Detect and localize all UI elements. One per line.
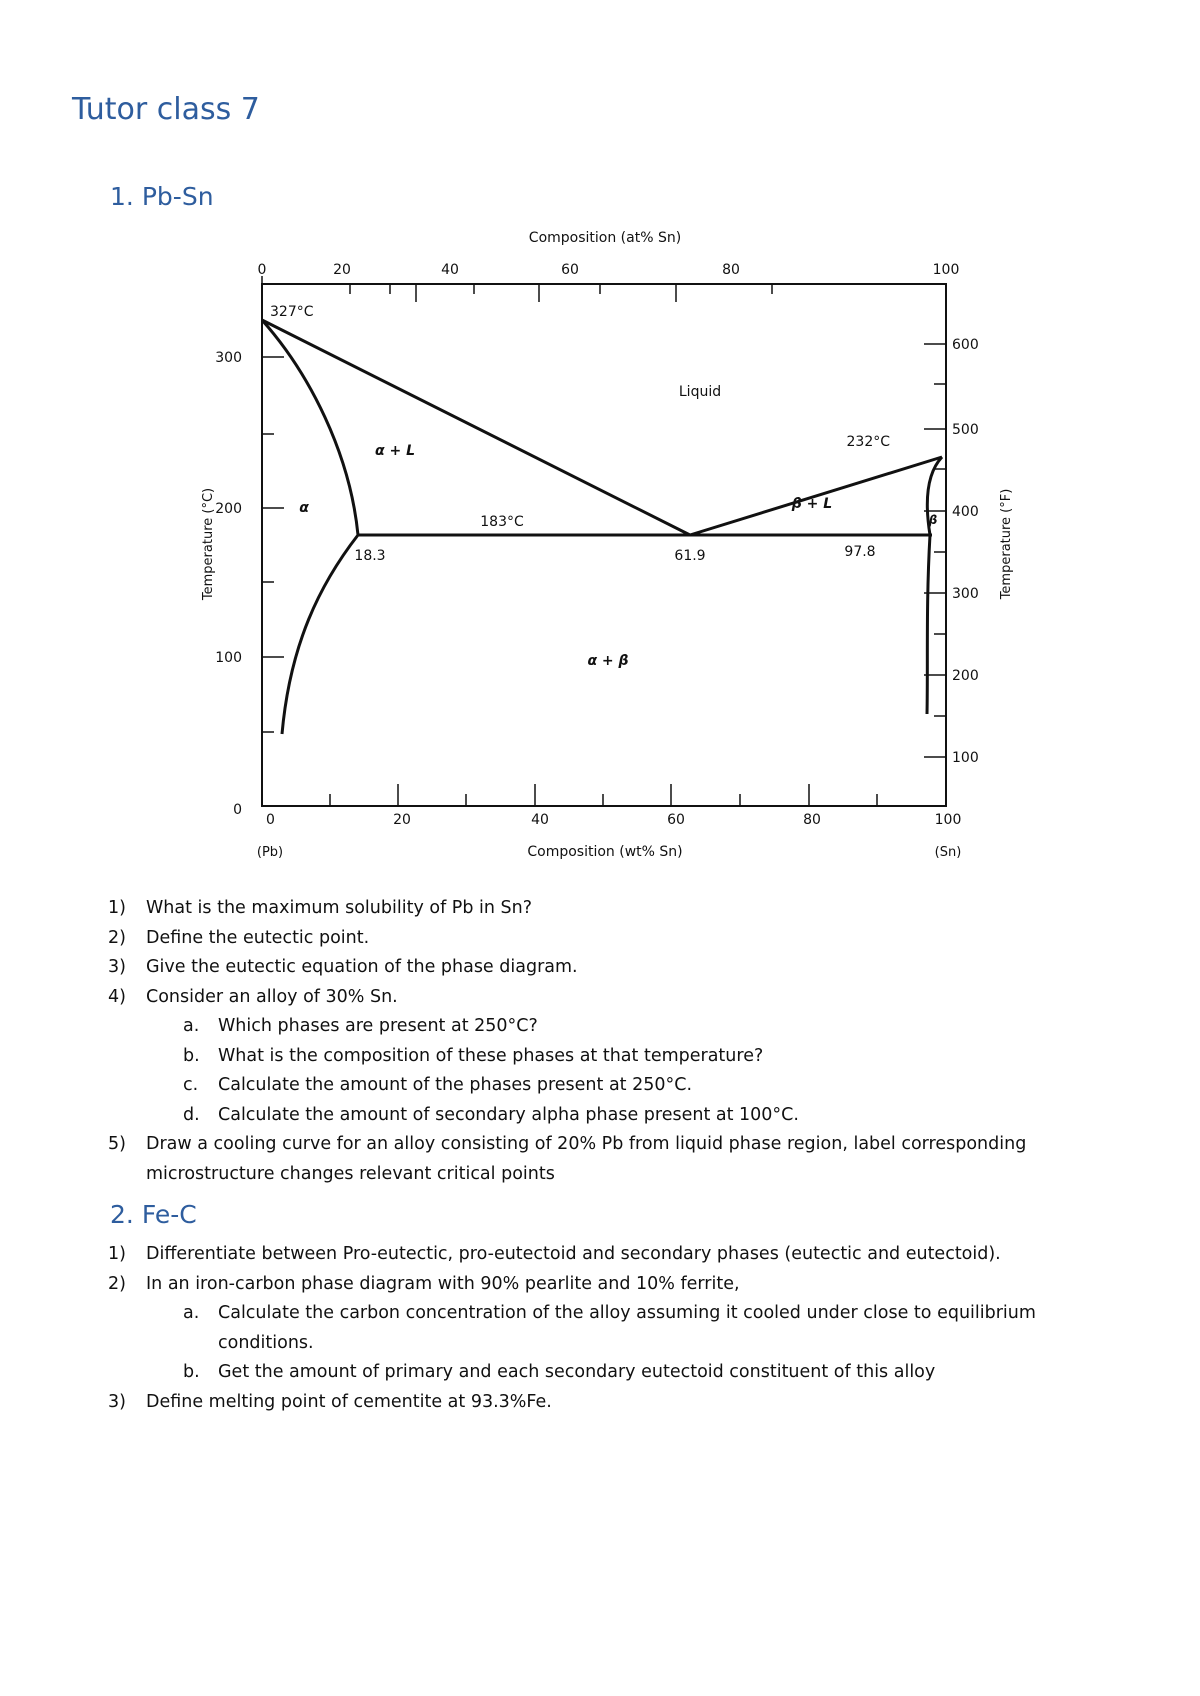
sub-list-item: b. Get the amount of primary and each secondary eutectoid constituent of this alloy <box>183 1362 936 1382</box>
left-axis-ticks <box>262 357 284 732</box>
bottom-tick-20: 20 <box>393 812 411 828</box>
pb-sn-phase-diagram <box>190 224 1014 874</box>
list-item: 1) Differentiate between Pro-eutectic, pro-eutectoid and secondary phases (eutectic and eutectoid). <box>108 1244 1001 1264</box>
list-item: 4) Consider an alloy of 30% Sn. <box>108 986 398 1007</box>
pb-end-label: (Pb) <box>256 845 284 860</box>
bottom-axis-ticks <box>262 784 877 806</box>
eutectic-temp-label: 183°C <box>480 514 524 530</box>
list-item: 5) Draw a cooling curve for an alloy consisting of 20% Pb from liquid phase region, label corresponding microstructure changes relevant critical points <box>108 1134 1027 1184</box>
bottom-tick-40: 40 <box>531 812 549 828</box>
left-tick-300: 300 <box>215 350 242 366</box>
bottom-tick-60: 60 <box>667 812 685 828</box>
sub-list-item: d. Calculate the amount of secondary alpha phase present at 100°C. <box>183 1104 799 1125</box>
eutectic-comp-label: 61.9 <box>674 548 706 564</box>
right-tick-300: 300 <box>952 586 979 602</box>
section-number: 1. <box>110 182 134 211</box>
solvus-beta <box>927 535 930 714</box>
plot-frame <box>262 284 946 806</box>
solvus-alpha <box>282 535 358 734</box>
top-tick-40: 40 <box>441 262 459 278</box>
region-alpha: α <box>299 500 309 516</box>
top-tick-100: 100 <box>932 262 960 278</box>
section-heading-pb-sn <box>110 182 214 211</box>
sub-list-item: c. Calculate the amount of the phases present at 250°C. <box>183 1075 693 1095</box>
top-tick-0: 0 <box>257 262 267 278</box>
pb-sn-questions <box>108 894 1088 1189</box>
list-item: 1) What is the maximum solubility of Pb in Sn? <box>108 898 533 918</box>
bottom-tick-80: 80 <box>803 812 821 828</box>
right-tick-100: 100 <box>952 750 979 766</box>
region-alpha-beta: α + β <box>587 653 629 669</box>
sub-list-item: b. What is the composition of these phases at that temperature? <box>183 1045 764 1066</box>
right-axis-label: Temperature (°F) <box>999 488 1014 600</box>
top-tick-20: 20 <box>333 262 351 278</box>
pb-melting-label: 327°C <box>270 304 314 320</box>
sn-melting-label: 232°C <box>846 434 890 450</box>
section-number: 2. <box>110 1200 134 1229</box>
right-tick-200: 200 <box>952 668 979 684</box>
bottom-tick-100: 100 <box>934 812 962 828</box>
left-tick-0: 0 <box>233 802 242 818</box>
right-tick-500: 500 <box>952 422 979 438</box>
region-beta-liquid: β + L <box>791 496 833 512</box>
top-tick-60: 60 <box>561 262 579 278</box>
section-title: Fe-C <box>141 1200 197 1229</box>
top-axis-label: Composition (at% Sn) <box>528 230 682 246</box>
left-tick-200: 200 <box>215 501 242 517</box>
list-item: 3) Define melting point of cementite at 93.3%Fe. <box>108 1391 552 1412</box>
section-heading-fe-c <box>110 1200 197 1229</box>
section-title: Pb-Sn <box>141 182 214 211</box>
bottom-axis-label: Composition (wt% Sn) <box>527 844 683 860</box>
region-liquid: Liquid <box>678 384 722 400</box>
left-tick-100: 100 <box>215 650 242 666</box>
alpha-limit-label: 18.3 <box>354 548 386 564</box>
page-title: Tutor class 7 <box>72 92 260 127</box>
solidus-alpha <box>262 320 358 535</box>
list-item: 2) Define the eutectic point. <box>108 927 370 948</box>
region-alpha-liquid: α + L <box>374 443 416 459</box>
sub-list-item: a. Calculate the carbon concentration of the alloy assuming it cooled under close to equilibrium conditions. <box>183 1303 1036 1353</box>
bottom-tick-0: 0 <box>266 812 275 828</box>
top-tick-80: 80 <box>722 262 740 278</box>
sn-end-label: (Sn) <box>934 845 962 860</box>
right-tick-600: 600 <box>952 337 979 353</box>
list-item: 2) In an iron-carbon phase diagram with 90% pearlite and 10% ferrite, <box>108 1273 740 1294</box>
beta-limit-label: 97.8 <box>844 544 876 560</box>
region-beta: β <box>928 513 938 527</box>
list-item: 3) Give the eutectic equation of the phase diagram. <box>108 957 578 977</box>
sub-list-item: a. Which phases are present at 250°C? <box>183 1016 538 1036</box>
top-axis-ticks <box>262 276 772 302</box>
left-axis-label: Temperature (°C) <box>201 487 216 601</box>
liquidus-alpha-side <box>262 320 690 535</box>
phase-boundaries <box>262 320 942 734</box>
right-tick-400: 400 <box>952 504 979 520</box>
fe-c-questions <box>108 1240 1088 1417</box>
